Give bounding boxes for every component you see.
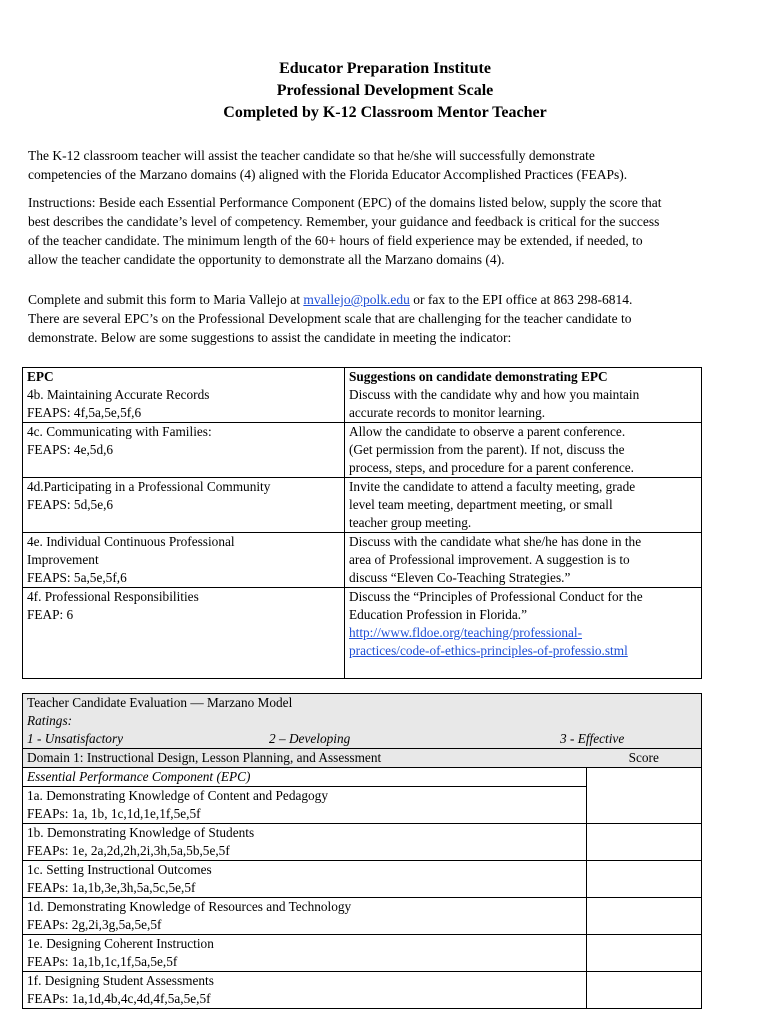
epc-cell [23,533,345,588]
table-row [23,861,702,898]
epc-label-row [23,768,702,787]
suggestion-line: Discuss with the candidate what she/he has done in the [349,534,642,549]
evaluation-header-cell [23,694,702,749]
suggestion-header-label: Suggestions on candidate demonstrating EPC [349,369,608,384]
table-row [23,478,702,533]
epc-cell [23,588,345,679]
epc-suggestions-table [22,367,702,679]
evaluation-item [23,787,587,824]
suggestion-line: Education Profession in Florida.” [349,607,528,622]
evaluation-header-row [23,694,702,749]
suggestion-line: area of Professional improvement. A suggestion is to [349,552,630,567]
item-feaps: FEAPs: 1a,1b,1c,1f,5a,5e,5f [27,954,178,969]
epc-column-header [23,368,345,423]
submit-pre-text: Complete and submit this form to Maria Vallejo at [28,292,304,307]
suggestion-cell [345,533,702,588]
ratings-label: Ratings: [27,713,73,728]
item-name: 1f. Designing Student Assessments [27,973,214,988]
item-feaps: FEAPs: 2g,2i,3g,5a,5e,5f [27,917,162,932]
epc-cell [23,423,345,478]
suggestion-line: discuss “Eleven Co-Teaching Strategies.” [349,570,571,585]
domain-row [23,749,702,768]
table-row [23,972,702,1009]
ratings-scale [27,730,697,748]
evaluation-item [23,898,587,935]
suggestion-cell [345,588,702,679]
table-header-row [23,368,702,423]
ethics-link-continued[interactable]: practices/code-of-ethics-principles-of-professio.stml [349,643,628,658]
evaluation-table [22,693,702,1009]
epc-name: 4d.Participating in a Professional Community [27,479,271,494]
epc-header-label: EPC [27,369,54,384]
item-name: 1b. Demonstrating Knowledge of Students [27,825,255,840]
epc-feaps: FEAPS: 4e,5d,6 [27,442,114,457]
item-name: 1e. Designing Coherent Instruction [27,936,214,951]
evaluation-item [23,972,587,1009]
item-feaps: FEAPs: 1a, 1b, 1c,1d,1e,1f,5e,5f [27,806,201,821]
title-line-2: Professional Development Scale [276,82,494,99]
score-header: Score [587,749,702,768]
score-cell-1f[interactable] [587,972,702,1009]
instructions-line: allow the teacher candidate the opportunity to demonstrate all the Marzano domains (4). [28,252,505,267]
submit-paragraph [28,290,746,347]
submit-line: demonstrate. Below are some suggestions to assist the candidate in meeting the indicator: [28,330,512,345]
instructions-paragraph [28,193,746,269]
score-cell-1b[interactable] [587,824,702,861]
suggestion-line: Allow the candidate to observe a parent conference. [349,424,626,439]
epc-name: 4f. Professional Responsibilities [27,589,199,604]
evaluation-title: Teacher Candidate Evaluation — Marzano Model [27,695,293,710]
item-name: 1c. Setting Instructional Outcomes [27,862,212,877]
epc-name: 4b. Maintaining Accurate Records [27,387,210,402]
suggestion-line: Invite the candidate to attend a faculty meeting, grade [349,479,636,494]
epc-name-continued: Improvement [27,552,99,567]
suggestion-line: process, steps, and procedure for a parent conference. [349,460,635,475]
table-row [23,898,702,935]
submit-post-text: or fax to the EPI office at 863 298-6814. [409,292,633,307]
intro-line: The K-12 classroom teacher will assist the teacher candidate so that he/she will successfully demonstrate [28,148,595,163]
submit-line [28,290,746,309]
table-row [23,423,702,478]
table-row [23,935,702,972]
table-row [23,588,702,679]
evaluation-item [23,824,587,861]
email-link[interactable]: mvallejo@polk.edu [303,292,410,307]
title-line-1: Educator Preparation Institute [279,60,491,77]
ethics-link[interactable]: http://www.fldoe.org/teaching/professional- [349,625,583,640]
intro-paragraph [28,146,746,184]
suggestion-line: Discuss the “Principles of Professional Conduct for the [349,589,643,604]
epc-feaps: FEAPS: 5d,5e,6 [27,497,114,512]
score-cell-1a[interactable] [587,768,702,824]
title-line-3: Completed by K-12 Classroom Mentor Teacher [223,104,547,121]
score-cell-1e[interactable] [587,935,702,972]
suggestion-line: (Get permission from the parent). If not, discuss the [349,442,625,457]
intro-line: competencies of the Marzano domains (4) aligned with the Florida Educator Accomplished Practices (FEAPs). [28,167,628,182]
rating-unsatisfactory: 1 - Unsatisfactory [27,731,124,746]
table-row [23,824,702,861]
rating-effective: 3 - Effective [560,731,625,746]
epc-feaps: FEAPS: 5a,5e,5f,6 [27,570,127,585]
score-cell-1c[interactable] [587,861,702,898]
domain-label: Domain 1: Instructional Design, Lesson Planning, and Assessment [23,749,587,768]
suggestion-column-header [345,368,702,423]
instructions-line: Instructions: Beside each Essential Performance Component (EPC) of the domains listed below, supply the score that [28,195,662,210]
epc-label: Essential Performance Component (EPC) [23,768,587,787]
suggestion-cell [345,478,702,533]
item-name: 1d. Demonstrating Knowledge of Resources and Technology [27,899,352,914]
suggestion-cell [345,423,702,478]
rating-developing: 2 – Developing [269,731,351,746]
epc-cell [23,478,345,533]
epc-name: 4c. Communicating with Families: [27,424,212,439]
item-name: 1a. Demonstrating Knowledge of Content and Pedagogy [27,788,328,803]
suggestion-line: accurate records to monitor learning. [349,405,546,420]
suggestion-line: teacher group meeting. [349,515,472,530]
evaluation-item [23,935,587,972]
evaluation-item [23,861,587,898]
item-feaps: FEAPs: 1a,1b,3e,3h,5a,5c,5e,5f [27,880,196,895]
suggestion-line: Discuss with the candidate why and how you maintain [349,387,640,402]
epc-feaps: FEAP: 6 [27,607,74,622]
instructions-line: of the teacher candidate. The minimum length of the 60+ hours of field experience may be extended, if needed, to [28,233,643,248]
score-cell-1d[interactable] [587,898,702,935]
epc-feaps: FEAPS: 4f,5a,5e,5f,6 [27,405,142,420]
suggestion-line: level team meeting, department meeting, or small [349,497,613,512]
item-feaps: FEAPs: 1a,1d,4b,4c,4d,4f,5a,5e,5f [27,991,211,1006]
item-feaps: FEAPs: 1e, 2a,2d,2h,2i,3h,5a,5b,5e,5f [27,843,230,858]
table-row [23,533,702,588]
submit-line: There are several EPC’s on the Professional Development scale that are challenging for the teacher candidate to [28,311,632,326]
epc-name: 4e. Individual Continuous Professional [27,534,235,549]
instructions-line: best describes the candidate’s level of competency. Remember, your guidance and feedback is critical for the success [28,214,660,229]
